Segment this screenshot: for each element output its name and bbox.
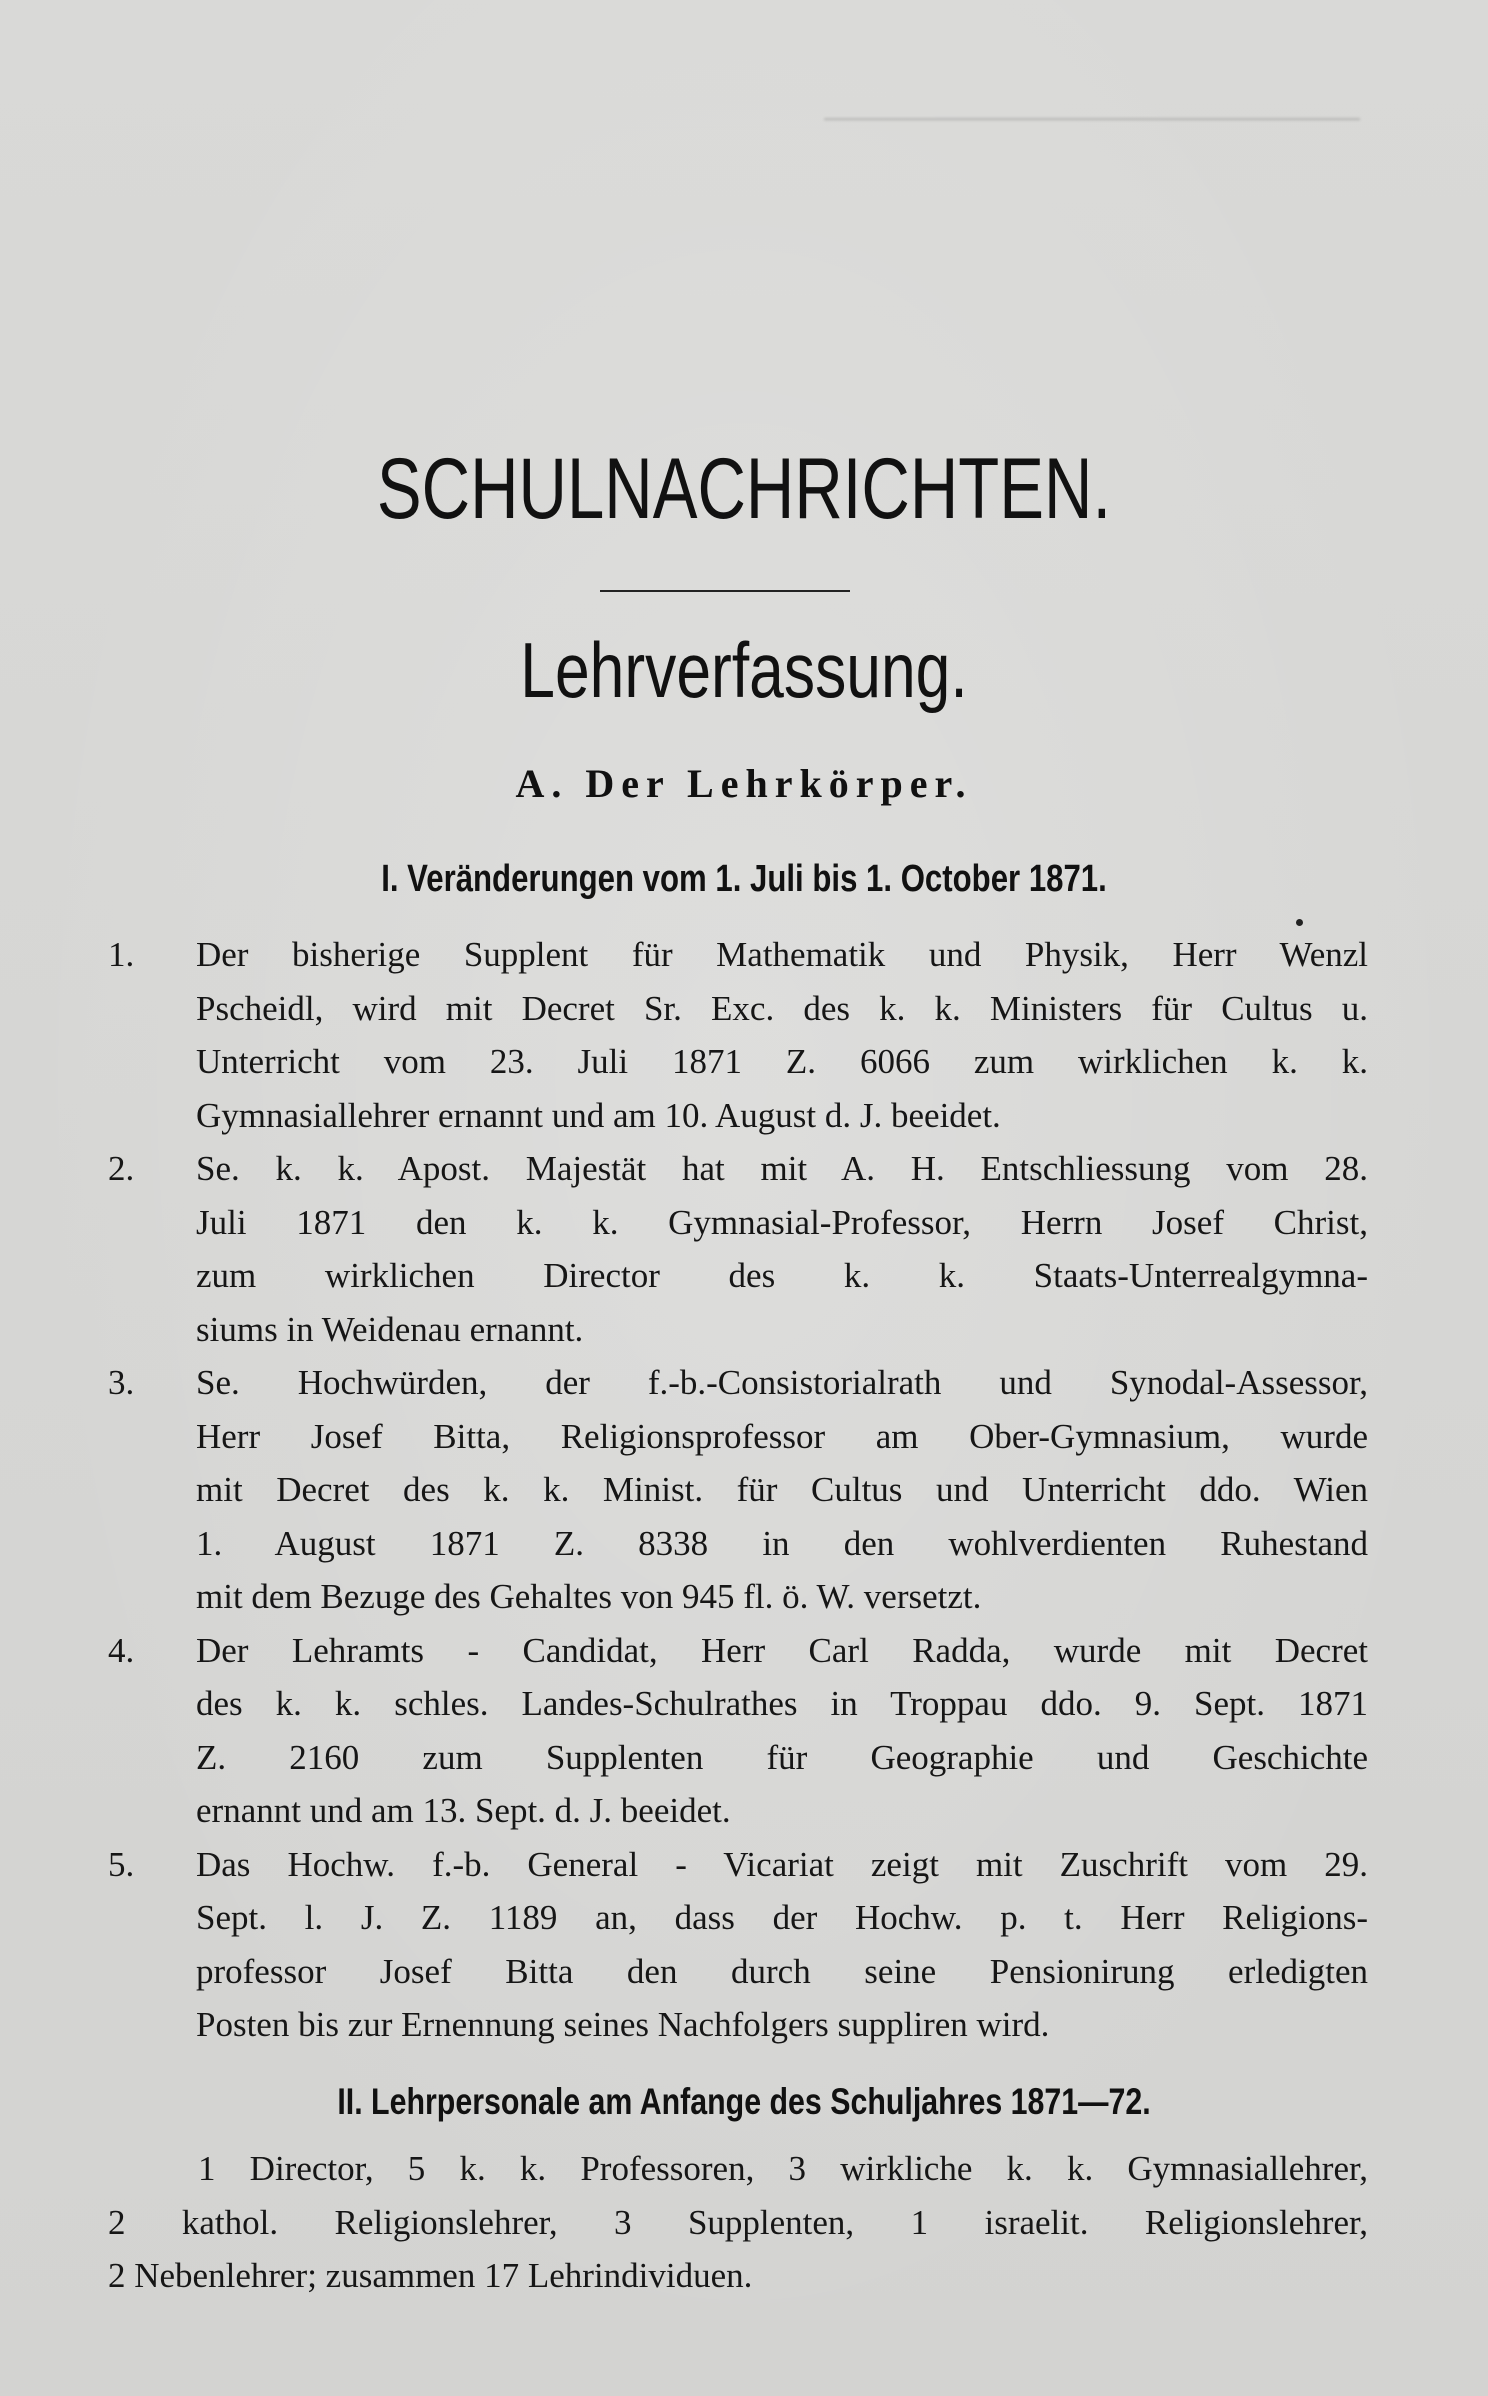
list-item <box>108 928 1368 1142</box>
item-line: Pscheidl, wird mit Decret Sr. Exc. des k. k. Ministers für Cultus u. <box>196 988 1368 1028</box>
item-line: Se. Hochwürden, der f.-b.-Consistorialrath und Synodal-Assessor, <box>196 1363 1368 1402</box>
item-line: Herr Josef Bitta, Religionsprofessor am Ober-Gymnasium, wurde <box>196 1416 1368 1456</box>
item-line: professor Josef Bitta den durch seine Pensionirung erledigten <box>196 1951 1368 1991</box>
item-line: mit Decret des k. k. Minist. für Cultus und Unterricht ddo. Wien <box>196 1470 1368 1509</box>
item-number: 4. <box>108 1630 135 1670</box>
section-heading-i: I. Veränderungen vom 1. Juli bis 1. October 1871. <box>381 858 1107 900</box>
stray-dot-mark <box>1296 919 1303 926</box>
item-line: 1. August 1871 Z. 8338 in den wohlverdienten Ruhestand <box>196 1523 1368 1563</box>
section-heading-a: A. Der Lehrkörper. <box>515 761 973 806</box>
item-line: siums in Weidenau ernannt. <box>196 1309 584 1349</box>
item-line: Das Hochw. f.-b. General - Vicariat zeigt mit Zuschrift vom 29. <box>196 1844 1368 1884</box>
summary-line: 1 Director, 5 k. k. Professoren, 3 wirkliche k. k. Gymnasiallehrer, <box>198 2149 1368 2188</box>
changes-list <box>108 928 1368 2052</box>
item-line: Der Lehramts - Candidat, Herr Carl Radda, wurde mit Decret <box>196 1630 1368 1670</box>
item-number: 3. <box>108 1363 135 1402</box>
staff-summary <box>108 2142 1368 2303</box>
item-line: Sept. l. J. Z. 1189 an, dass der Hochw. p. t. Herr Religions- <box>196 1898 1368 1937</box>
bleed-through-texture: ───────────────────── <box>824 98 1360 138</box>
item-number: 5. <box>108 1844 135 1884</box>
list-item <box>108 1142 1368 1356</box>
item-line: zum wirklichen Director des k. k. Staats-Unterrealgymna- <box>196 1256 1368 1295</box>
section-heading-ii: II. Lehrpersonale am Anfange des Schuljahres 1871—72. <box>337 2081 1151 2122</box>
summary-line: 2 Nebenlehrer; zusammen 17 Lehrindividuen. <box>108 2256 753 2295</box>
list-item <box>108 1624 1368 1838</box>
page-title: SCHULNACHRICHTEN. <box>376 441 1112 537</box>
item-line: ernannt und am 13. Sept. d. J. beeidet. <box>196 1791 731 1830</box>
list-item <box>108 1356 1368 1624</box>
item-line: Gymnasiallehrer ernannt und am 10. August d. J. beeidet. <box>196 1095 1001 1135</box>
title-divider <box>600 590 850 592</box>
item-number: 1. <box>108 935 135 974</box>
item-line: Posten bis zur Ernennung seines Nachfolgers suppliren wird. <box>196 2005 1050 2044</box>
item-number: 2. <box>108 1149 135 1188</box>
list-item <box>108 1838 1368 2052</box>
page-subtitle: Lehrverfassung. <box>520 626 968 714</box>
item-line: Se. k. k. Apost. Majestät hat mit A. H. Entschliessung vom 28. <box>196 1149 1368 1188</box>
item-line: Der bisherige Supplent für Mathematik und Physik, Herr Wenzl <box>196 935 1368 974</box>
item-line: Juli 1871 den k. k. Gymnasial-Professor, Herrn Josef Christ, <box>196 1202 1368 1242</box>
summary-line: 2 kathol. Religionslehrer, 3 Supplenten, 1 israelit. Religionslehrer, <box>108 2202 1368 2242</box>
item-line: des k. k. schles. Landes-Schulrathes in Troppau ddo. 9. Sept. 1871 <box>196 1684 1368 1723</box>
item-line: Unterricht vom 23. Juli 1871 Z. 6066 zum wirklichen k. k. <box>196 1042 1368 1081</box>
item-line: mit dem Bezuge des Gehaltes von 945 fl. ö. W. versetzt. <box>196 1577 982 1616</box>
item-line: Z. 2160 zum Supplenten für Geographie und Geschichte <box>196 1737 1368 1777</box>
